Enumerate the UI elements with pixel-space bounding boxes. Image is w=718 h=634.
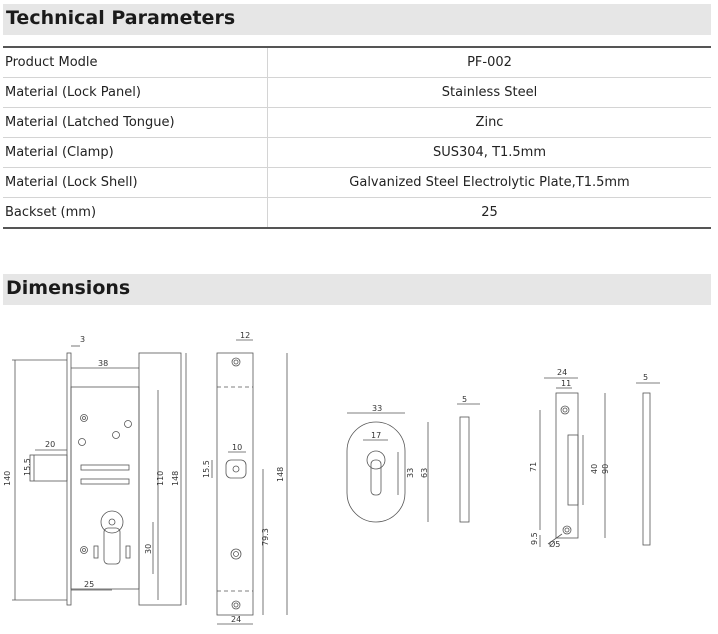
latch-tongue: [30, 455, 67, 481]
dimension-label: 15.5: [202, 460, 211, 478]
dimension-label: 5: [462, 395, 468, 404]
param-value: Stainless Steel: [268, 78, 712, 108]
dimension-label: 33: [372, 404, 383, 413]
param-value: SUS304, T1.5mm: [268, 138, 712, 168]
table-row: [3, 108, 711, 138]
dimension-label: 30: [144, 543, 153, 554]
dimension-label: 148: [276, 466, 285, 482]
param-label: Backset (mm): [3, 198, 268, 229]
front-plate-outline: [217, 353, 253, 615]
dimension-label: 63: [420, 467, 429, 478]
dimension-label: 148: [171, 470, 180, 486]
table-row: [3, 78, 711, 108]
section-title: Technical Parameters: [6, 7, 236, 29]
param-label: Material (Lock Panel): [3, 78, 268, 108]
strike-plate-side: [643, 393, 650, 545]
dimension-label: 71: [529, 461, 538, 472]
param-value: Zinc: [268, 108, 712, 138]
param-value: 25: [268, 198, 712, 229]
table-row: [3, 168, 711, 198]
dimension-label: 24: [231, 615, 242, 624]
dimension-label: 15.5: [23, 458, 32, 476]
table-row: [3, 138, 711, 168]
dimension-label: 5: [643, 373, 649, 382]
dimension-label: 3: [80, 335, 86, 344]
dimension-label: 9.5: [530, 532, 539, 545]
section-title: Dimensions: [6, 277, 131, 299]
table-row: [3, 47, 711, 78]
dimension-label: 110: [156, 470, 165, 486]
dimension-label: 20: [45, 440, 56, 449]
param-label: Material (Lock Shell): [3, 168, 268, 198]
strike-plate-outline: [556, 393, 578, 538]
param-label: Product Modle: [3, 47, 268, 78]
table-row: [3, 198, 711, 229]
dimension-label: 11: [561, 379, 572, 388]
technical-parameters-table: [3, 46, 711, 229]
escutcheon-drawing: [347, 404, 480, 522]
dimension-label: 33: [406, 467, 415, 478]
strike-plate-drawing: [540, 378, 660, 547]
escutcheon-side: [460, 417, 469, 522]
param-label: Material (Clamp): [3, 138, 268, 168]
dimension-label: 79.3: [261, 528, 270, 546]
dimension-drawing: [0, 310, 718, 634]
dimension-label: Ø5: [549, 540, 561, 549]
param-value: PF-002: [268, 47, 712, 78]
param-label: Material (Latched Tongue): [3, 108, 268, 138]
dimension-label: 12: [240, 331, 251, 340]
param-value: Galvanized Steel Electrolytic Plate,T1.5mm: [268, 168, 712, 198]
dimension-label: 24: [557, 368, 568, 377]
dimension-label: 38: [98, 359, 109, 368]
dimension-label: 90: [601, 463, 610, 474]
dimension-label: 40: [590, 463, 599, 474]
technical-parameters-header: [3, 4, 711, 35]
dimensions-header: [3, 274, 711, 305]
lock-case: [71, 387, 139, 589]
latch-window: [226, 460, 246, 478]
lock-faceplate: [67, 353, 71, 605]
dimension-label: 10: [232, 443, 243, 452]
dimension-label: 140: [3, 470, 12, 486]
dimension-label: 17: [371, 431, 382, 440]
dimension-label: 25: [84, 580, 95, 589]
